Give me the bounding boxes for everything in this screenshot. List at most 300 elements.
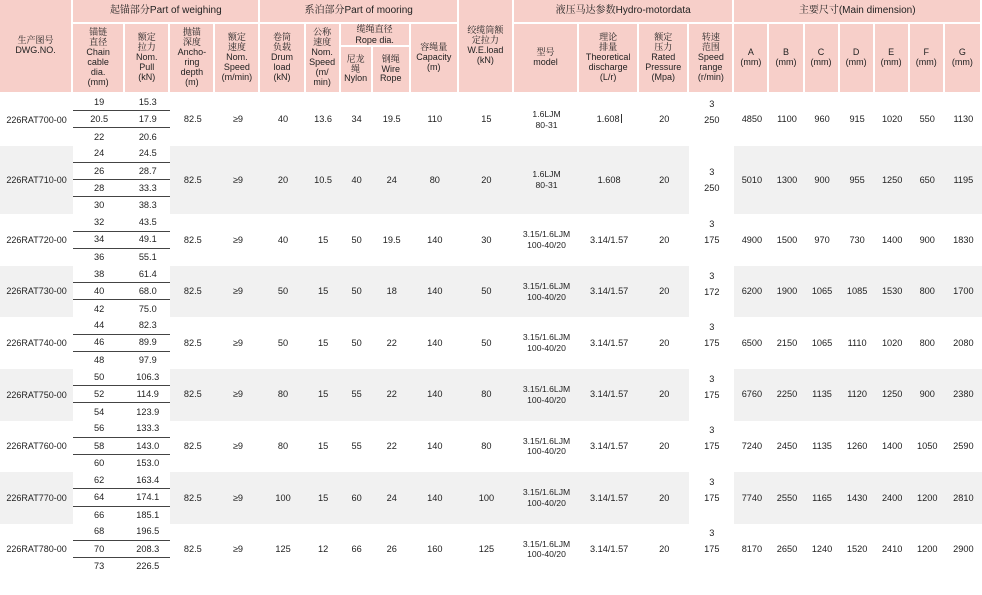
dim-g-value: 1830 — [945, 214, 982, 266]
nom-pull-value: 208.3 — [125, 541, 170, 558]
we-load-value: 50 — [459, 266, 514, 318]
wire-header — [373, 47, 411, 94]
dwg-number: 226RAT730-00 — [0, 266, 73, 318]
speed-range-value — [689, 524, 734, 576]
nom-pull-value: 61.4 — [125, 266, 170, 283]
rope-group-header-cn: 缆绳直径 — [356, 24, 393, 35]
dim-d-header — [840, 24, 875, 94]
model-line-2: 100-40/20 — [527, 549, 566, 560]
speed-range-value — [689, 266, 734, 318]
rated-pressure-header-l4: (Mpa) — [651, 71, 675, 82]
theoretical-header-l4: (L/r) — [599, 71, 617, 82]
drum-load-value: 40 — [260, 214, 305, 266]
speed-range-min: 3 — [709, 373, 715, 384]
table-row — [0, 317, 982, 334]
moor-speed-value: 12 — [306, 524, 341, 576]
wire-dia-value: 19.5 — [373, 214, 411, 266]
nylon-header-l1: 绳 — [351, 63, 361, 74]
chain-dia-header-l4: dia. — [90, 66, 106, 77]
dim-f-value: 1200 — [910, 472, 945, 524]
dim-c-value: 1240 — [805, 524, 840, 576]
theoretical-discharge-value — [579, 421, 639, 473]
dwg-number: 226RAT780-00 — [0, 524, 73, 576]
chain-dia-value: 34 — [73, 232, 125, 249]
speed-range-header-l0: 转速 — [701, 32, 720, 43]
dim-f-unit: (mm) — [915, 57, 937, 67]
dim-f-value: 800 — [910, 266, 945, 318]
chain-dia-value: 26 — [73, 163, 125, 180]
speed-range-stack — [689, 474, 734, 522]
moor-speed-value: 15 — [306, 214, 341, 266]
nom-pull-value: 174.1 — [125, 489, 170, 506]
model-value — [514, 266, 579, 318]
dim-g-value: 2900 — [945, 524, 982, 576]
capacity-header-l0: 容绳量 — [420, 42, 448, 53]
dim-e-value: 1020 — [875, 94, 910, 146]
drum-load-value: 125 — [260, 524, 305, 576]
dim-f-value: 800 — [910, 317, 945, 369]
speed-range-max: 172 — [704, 286, 720, 297]
dim-f-value: 550 — [910, 94, 945, 146]
dim-e-unit: (mm) — [880, 57, 902, 67]
drum-load-value: 50 — [260, 317, 305, 369]
anchoring-depth-value: 82.5 — [170, 266, 215, 318]
rated-pressure-value: 20 — [639, 369, 689, 421]
dwg-number: 226RAT740-00 — [0, 317, 73, 369]
dim-e-value: 1400 — [875, 214, 910, 266]
dim-a-value: 7740 — [734, 472, 769, 524]
weigh-speed-value: ≥9 — [215, 146, 260, 215]
dim-c-value: 1165 — [805, 472, 840, 524]
speed-range-value — [689, 214, 734, 266]
dim-f-header — [910, 24, 945, 94]
anchoring-depth-header-l1: 深度 — [182, 37, 201, 48]
dim-b-value: 2450 — [769, 421, 804, 473]
chain-dia-value: 73 — [73, 558, 125, 575]
speed-range-blank — [689, 148, 734, 164]
theoretical-discharge-value — [579, 94, 639, 146]
nylon-dia-value: 40 — [341, 146, 373, 215]
chain-dia-value: 70 — [73, 541, 125, 558]
we-load-value: 50 — [459, 317, 514, 369]
table-row — [0, 266, 982, 283]
speed-range-max: 175 — [704, 389, 720, 400]
speed-range-blank — [689, 403, 734, 419]
weigh-speed-value: ≥9 — [215, 421, 260, 473]
rated-pressure-header-l0: 额定 — [654, 32, 673, 43]
wire-dia-value: 24 — [373, 146, 411, 215]
moor-speed-header-l0: 公称 — [313, 27, 332, 38]
weigh-speed-value: ≥9 — [215, 214, 260, 266]
dim-c-value: 1065 — [805, 266, 840, 318]
nom-pull-value: 49.1 — [125, 232, 170, 249]
anchoring-depth-value: 82.5 — [170, 214, 215, 266]
speed-range-value — [689, 472, 734, 524]
anchoring-depth-value: 82.5 — [170, 369, 215, 421]
theoretical-discharge-value — [579, 317, 639, 369]
theoretical-discharge-text: 3.14/1.57 — [589, 389, 629, 400]
dwg-number: 226RAT750-00 — [0, 369, 73, 421]
dim-b-value: 2550 — [769, 472, 804, 524]
weigh-speed-value: ≥9 — [215, 472, 260, 524]
dim-g-value: 1195 — [945, 146, 982, 215]
speed-range-header-l3: range — [699, 61, 723, 72]
dimension-group-header: 主要尺寸(Main dimension) — [734, 0, 982, 24]
weighing-group-header: 起锚部分Part of weighing — [73, 0, 260, 24]
weigh-speed-header-l0: 额定 — [227, 32, 246, 43]
dim-d-letter: D — [852, 47, 860, 58]
nom-pull-value: 196.5 — [125, 524, 170, 541]
we-load-header-l2: W.E.load — [467, 45, 504, 55]
theoretical-header-l1: 排量 — [599, 42, 618, 53]
capacity-value: 80 — [411, 146, 459, 215]
we-load-value: 125 — [459, 524, 514, 576]
dim-g-header — [945, 24, 982, 94]
chain-dia-value: 44 — [73, 317, 125, 334]
drum-load-value: 80 — [260, 421, 305, 473]
anchoring-depth-header-l5: (m) — [185, 76, 199, 87]
dim-e-value: 1250 — [875, 146, 910, 215]
moor-speed-header-l4: (m/ — [315, 66, 329, 77]
model-header — [514, 24, 579, 94]
chain-dia-value: 46 — [73, 335, 125, 352]
chain-dia-value: 42 — [73, 300, 125, 317]
model-line-2: 100-40/20 — [527, 343, 566, 354]
speed-range-stack — [689, 216, 734, 264]
speed-range-min: 3 — [709, 528, 715, 539]
moor-speed-value: 13.6 — [306, 94, 341, 146]
dim-f-value: 650 — [910, 146, 945, 215]
wire-dia-value: 22 — [373, 317, 411, 369]
speed-range-header-l4: (r/min) — [697, 71, 724, 82]
weigh-speed-header-l2: Nom. — [226, 52, 248, 63]
dim-g-letter: G — [958, 47, 966, 58]
dim-a-letter: A — [747, 47, 754, 58]
rope-group-header — [341, 24, 411, 47]
model-line-2: 80-31 — [535, 119, 558, 130]
nylon-dia-value: 50 — [341, 214, 373, 266]
nylon-dia-value: 50 — [341, 266, 373, 318]
chain-dia-header-l3: cable — [87, 57, 109, 67]
model-line-2: 100-40/20 — [527, 497, 566, 508]
dim-g-value: 2080 — [945, 317, 982, 369]
moor-speed-header-l5: min) — [313, 76, 331, 87]
theoretical-discharge-text: 3.14/1.57 — [589, 492, 629, 503]
speed-range-blank — [689, 128, 734, 144]
nylon-dia-value: 66 — [341, 524, 373, 576]
nylon-header — [341, 47, 373, 94]
capacity-value: 140 — [411, 472, 459, 524]
dim-b-value: 2150 — [769, 317, 804, 369]
nom-pull-value: 15.3 — [125, 94, 170, 111]
dim-g-value: 2810 — [945, 472, 982, 524]
chain-dia-header-l5: (mm) — [87, 76, 109, 87]
moor-speed-value: 15 — [306, 317, 341, 369]
chain-dia-value: 30 — [73, 197, 125, 214]
chain-dia-value: 68 — [73, 524, 125, 541]
model-header-l1: model — [533, 57, 558, 67]
theoretical-header-l2: Theoretical — [585, 52, 631, 63]
rated-pressure-value: 20 — [639, 421, 689, 473]
model-value — [514, 421, 579, 473]
model-line-1: 3.15/1.6LJM — [522, 332, 571, 343]
anchoring-depth-value: 82.5 — [170, 146, 215, 215]
weigh-speed-header — [215, 24, 260, 94]
model-value — [514, 524, 579, 576]
dim-f-letter: F — [923, 47, 929, 58]
model-header-l0: 型号 — [536, 47, 555, 58]
nom-pull-header-l1: 拉力 — [137, 42, 156, 53]
anchoring-depth-header-l0: 抛锚 — [182, 27, 201, 38]
dim-c-header — [805, 24, 840, 94]
dim-b-value: 1900 — [769, 266, 804, 318]
chain-dia-value: 60 — [73, 455, 125, 472]
capacity-value: 110 — [411, 94, 459, 146]
dim-a-unit: (mm) — [740, 57, 762, 67]
dim-d-value: 955 — [840, 146, 875, 215]
chain-dia-header-l1: 直径 — [89, 37, 108, 48]
speed-range-min: 3 — [709, 270, 715, 281]
dim-g-value: 2380 — [945, 369, 982, 421]
table-row — [0, 369, 982, 386]
dim-e-value: 1250 — [875, 369, 910, 421]
dim-b-unit: (mm) — [775, 57, 797, 67]
capacity-header — [411, 24, 459, 94]
nom-pull-value: 153.0 — [125, 455, 170, 472]
wire-header-l2: Rope — [379, 73, 402, 84]
dwg-header — [0, 0, 73, 94]
dim-a-value: 5010 — [734, 146, 769, 215]
table-row — [0, 472, 982, 489]
speed-range-blank — [689, 300, 734, 316]
dim-e-value: 1020 — [875, 317, 910, 369]
dim-d-value: 1120 — [840, 369, 875, 421]
dim-a-header — [734, 24, 769, 94]
theoretical-discharge-value — [579, 214, 639, 266]
nom-pull-value: 24.5 — [125, 146, 170, 163]
theoretical-discharge-text: 3.14/1.57 — [589, 337, 629, 348]
model-value — [514, 146, 579, 215]
speed-range-stack — [689, 371, 734, 419]
speed-range-header-l2: Speed — [697, 52, 724, 63]
nom-pull-value: 114.9 — [125, 386, 170, 403]
rope-group-header-en: Rope dia. — [355, 34, 394, 45]
dim-d-value: 1110 — [840, 317, 875, 369]
dim-b-value: 1500 — [769, 214, 804, 266]
model-value — [514, 317, 579, 369]
theoretical-discharge-text: 3.14/1.57 — [589, 286, 629, 297]
speed-range-min: 3 — [709, 219, 715, 230]
nom-pull-value: 20.6 — [125, 128, 170, 145]
rated-pressure-value: 20 — [639, 266, 689, 318]
nom-pull-value: 123.9 — [125, 403, 170, 420]
we-load-value: 15 — [459, 94, 514, 146]
dim-e-header — [875, 24, 910, 94]
speed-range-min: 3 — [709, 98, 715, 109]
dim-c-letter: C — [817, 47, 825, 58]
model-value — [514, 94, 579, 146]
nom-pull-value: 17.9 — [125, 111, 170, 128]
model-line-2: 100-40/20 — [527, 446, 566, 457]
dim-c-unit: (mm) — [810, 57, 832, 67]
weigh-speed-header-l3: Speed — [223, 61, 250, 72]
theoretical-header-l0: 理论 — [599, 32, 618, 43]
drum-load-header-l3: load — [273, 61, 291, 72]
speed-range-stack — [689, 422, 734, 470]
dim-a-value: 7240 — [734, 421, 769, 473]
dim-d-value: 730 — [840, 214, 875, 266]
table-row — [0, 524, 982, 541]
model-value — [514, 472, 579, 524]
model-line-1: 3.15/1.6LJM — [522, 435, 571, 446]
theoretical-discharge-value — [579, 266, 639, 318]
dim-e-value: 1530 — [875, 266, 910, 318]
we-load-header-l3: (kN) — [476, 54, 494, 65]
rated-pressure-value: 20 — [639, 146, 689, 215]
wire-dia-value: 26 — [373, 524, 411, 576]
we-load-header — [459, 0, 514, 94]
nom-pull-header-l3: Pull — [139, 61, 155, 72]
nylon-dia-value: 34 — [341, 94, 373, 146]
wire-header-l0: 钢绳 — [381, 53, 400, 64]
dim-d-value: 1260 — [840, 421, 875, 473]
rated-pressure-value: 20 — [639, 524, 689, 576]
table-row — [0, 421, 982, 438]
we-load-header-l0: 绞缆筒额 — [467, 25, 504, 36]
we-load-value: 20 — [459, 146, 514, 215]
drum-load-header — [260, 24, 305, 94]
hydro-group-header: 液压马达参数Hydro-motordata — [514, 0, 734, 24]
dim-b-value: 2650 — [769, 524, 804, 576]
rated-pressure-header-l2: Rated — [651, 52, 676, 63]
dim-c-value: 970 — [805, 214, 840, 266]
dim-a-value: 4900 — [734, 214, 769, 266]
nom-pull-header-l4: (kN) — [138, 71, 156, 82]
chain-dia-value: 52 — [73, 386, 125, 403]
moor-speed-value: 15 — [306, 369, 341, 421]
chain-dia-value: 64 — [73, 489, 125, 506]
dim-c-value: 1135 — [805, 421, 840, 473]
chain-dia-value: 56 — [73, 421, 125, 438]
speed-range-min: 3 — [709, 476, 715, 487]
drum-load-value: 50 — [260, 266, 305, 318]
model-value — [514, 214, 579, 266]
model-line-2: 80-31 — [535, 179, 558, 190]
theoretical-header — [579, 24, 639, 94]
capacity-value: 140 — [411, 266, 459, 318]
dim-c-value: 960 — [805, 94, 840, 146]
we-load-value: 80 — [459, 369, 514, 421]
nom-pull-header-l0: 额定 — [137, 32, 156, 43]
nom-pull-value: 28.7 — [125, 163, 170, 180]
moor-speed-value: 15 — [306, 266, 341, 318]
weigh-speed-header-l1: 速度 — [227, 42, 246, 53]
wire-dia-value: 22 — [373, 421, 411, 473]
chain-dia-value: 36 — [73, 249, 125, 266]
capacity-header-l1: Capacity — [416, 52, 452, 63]
capacity-value: 140 — [411, 369, 459, 421]
model-line-1: 3.15/1.6LJM — [522, 538, 571, 549]
nom-pull-value: 133.3 — [125, 421, 170, 438]
table-row — [0, 146, 982, 163]
dim-g-value: 2590 — [945, 421, 982, 473]
anchoring-depth-value: 82.5 — [170, 421, 215, 473]
nom-pull-value: 68.0 — [125, 283, 170, 300]
model-line-1: 3.15/1.6LJM — [522, 280, 571, 291]
drum-load-header-l0: 卷筒 — [273, 32, 292, 43]
anchoring-depth-value: 82.5 — [170, 317, 215, 369]
table-row — [0, 214, 982, 231]
nylon-dia-value: 55 — [341, 369, 373, 421]
dim-g-unit: (mm) — [951, 57, 973, 67]
nom-pull-value: 33.3 — [125, 180, 170, 197]
dim-f-value: 1050 — [910, 421, 945, 473]
speed-range-max: 175 — [704, 544, 720, 555]
nom-pull-value: 43.5 — [125, 214, 170, 231]
nom-pull-value: 82.3 — [125, 317, 170, 334]
chain-dia-value: 19 — [73, 94, 125, 111]
dim-c-value: 1135 — [805, 369, 840, 421]
we-load-header-l1: 定拉力 — [471, 35, 499, 46]
chain-dia-value: 22 — [73, 128, 125, 145]
speed-range-header — [689, 24, 734, 94]
chain-dia-header — [73, 24, 125, 94]
dim-c-value: 900 — [805, 146, 840, 215]
nylon-dia-value: 55 — [341, 421, 373, 473]
capacity-header-l2: (m) — [427, 61, 441, 72]
dim-d-value: 1430 — [840, 472, 875, 524]
rated-pressure-value: 20 — [639, 472, 689, 524]
dwg-number: 226RAT700-00 — [0, 94, 73, 146]
speed-range-max: 175 — [704, 338, 720, 349]
chain-dia-value: 38 — [73, 266, 125, 283]
dim-b-letter: B — [782, 47, 789, 58]
wire-dia-value: 22 — [373, 369, 411, 421]
dim-d-value: 915 — [840, 94, 875, 146]
model-line-2: 100-40/20 — [527, 394, 566, 405]
dwg-header-cn: 生产图号 — [17, 35, 54, 46]
chain-dia-value: 32 — [73, 214, 125, 231]
dim-b-value: 1300 — [769, 146, 804, 215]
weigh-speed-value: ≥9 — [215, 524, 260, 576]
dim-b-value: 2250 — [769, 369, 804, 421]
speed-range-stack — [689, 319, 734, 367]
speed-range-value — [689, 317, 734, 369]
spec-table-body — [0, 94, 982, 575]
mooring-group-header: 系泊部分Part of mooring — [260, 0, 458, 24]
drum-load-header-l4: (kN) — [273, 71, 291, 82]
theoretical-discharge-value — [579, 472, 639, 524]
model-value — [514, 369, 579, 421]
dim-b-header — [769, 24, 804, 94]
speed-range-blank — [689, 351, 734, 367]
moor-speed-value: 10.5 — [306, 146, 341, 215]
weigh-speed-header-l4: (m/min) — [221, 71, 253, 82]
nom-pull-value: 89.9 — [125, 335, 170, 352]
dim-a-value: 8170 — [734, 524, 769, 576]
anchoring-depth-header-l3: ring — [184, 57, 200, 67]
model-line-1: 1.6LJM — [532, 109, 561, 120]
dim-a-value: 6500 — [734, 317, 769, 369]
nom-pull-value: 75.0 — [125, 300, 170, 317]
chain-dia-value: 40 — [73, 283, 125, 300]
we-load-value: 30 — [459, 214, 514, 266]
dwg-number: 226RAT760-00 — [0, 421, 73, 473]
nom-pull-value: 185.1 — [125, 507, 170, 524]
rated-pressure-header — [639, 24, 689, 94]
theoretical-discharge-text: 3.14/1.57 — [589, 234, 629, 245]
nylon-dia-value: 50 — [341, 317, 373, 369]
